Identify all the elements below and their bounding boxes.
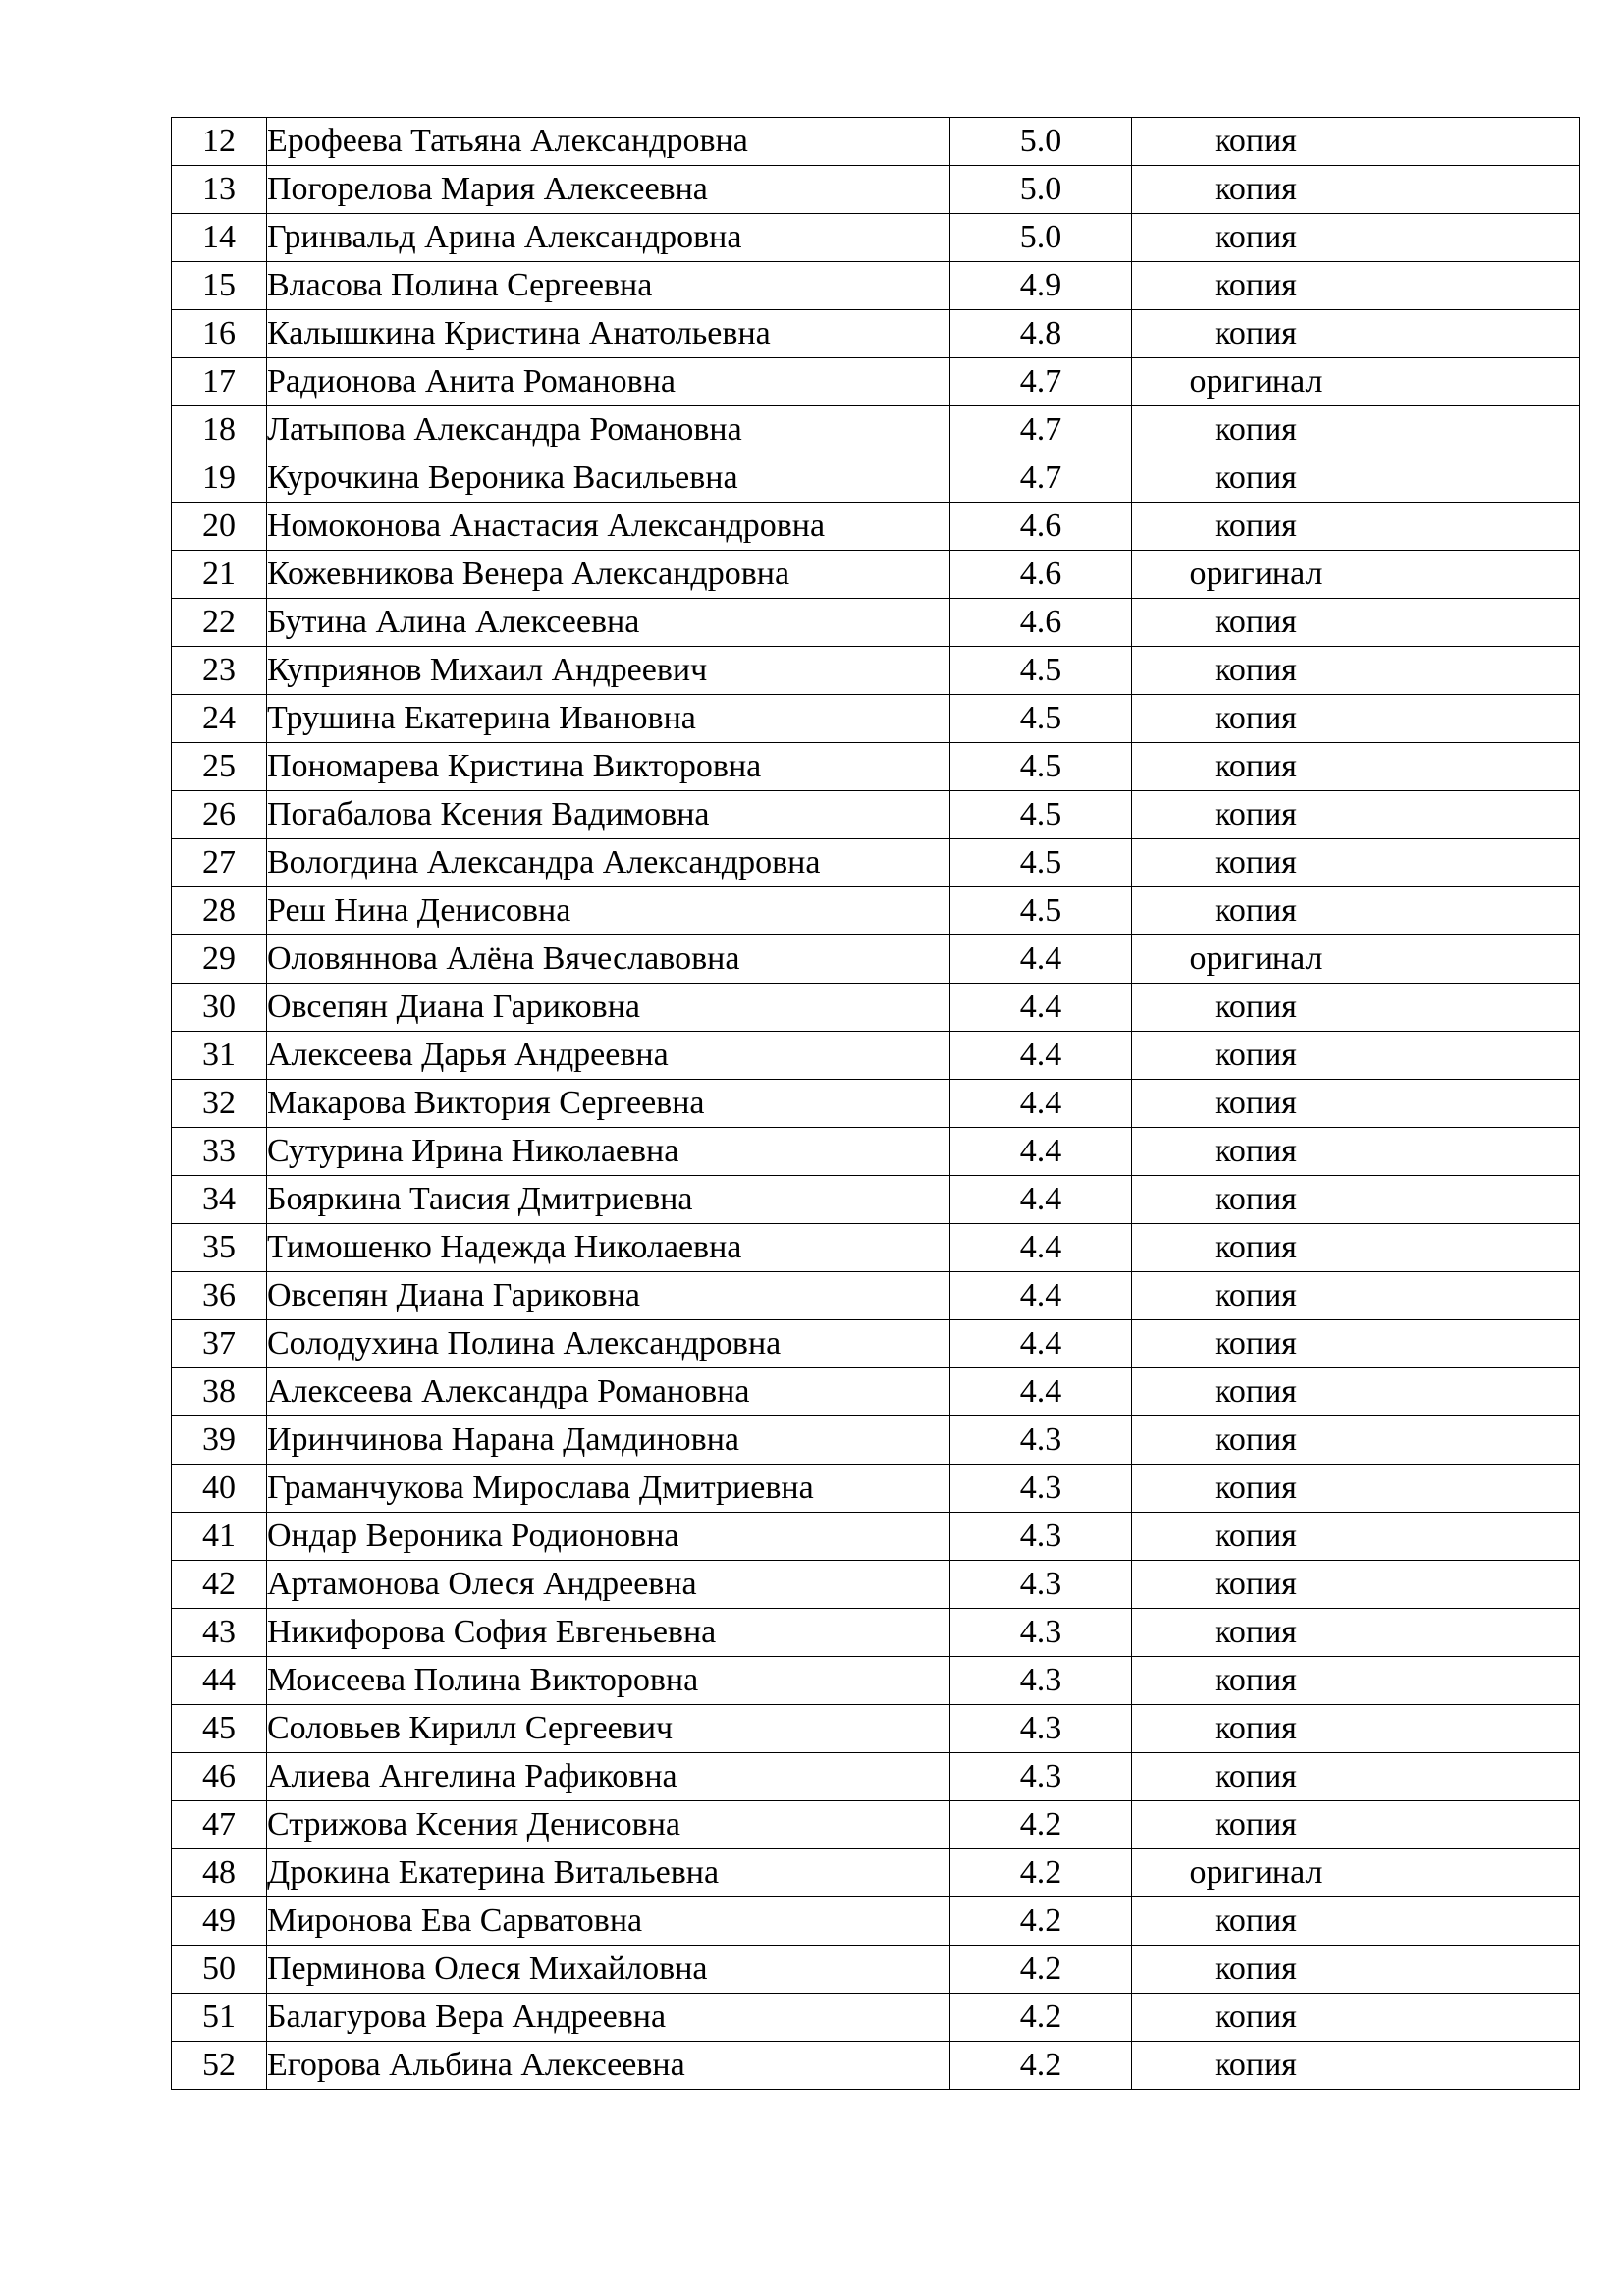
empty-cell xyxy=(1380,1465,1580,1513)
empty-cell xyxy=(1380,791,1580,839)
applicant-ranking-table xyxy=(171,117,1580,2090)
table-row xyxy=(172,887,1580,935)
row-number-cell: 28 xyxy=(172,887,267,935)
document-type-cell: копия xyxy=(1132,1032,1380,1080)
empty-cell xyxy=(1380,1128,1580,1176)
document-type-cell: копия xyxy=(1132,1224,1380,1272)
table-row xyxy=(172,262,1580,310)
row-number-cell: 13 xyxy=(172,166,267,214)
table-row xyxy=(172,1897,1580,1946)
empty-cell xyxy=(1380,743,1580,791)
empty-cell xyxy=(1380,1513,1580,1561)
average-score-cell: 4.4 xyxy=(950,984,1132,1032)
table-row xyxy=(172,599,1580,647)
full-name-cell: Егорова Альбина Алексеевна xyxy=(267,2042,950,2090)
table-row xyxy=(172,2042,1580,2090)
full-name-cell: Солодухина Полина Александровна xyxy=(267,1320,950,1368)
empty-cell xyxy=(1380,1753,1580,1801)
full-name-cell: Куприянов Михаил Андреевич xyxy=(267,647,950,695)
row-number-cell: 40 xyxy=(172,1465,267,1513)
document-type-cell: копия xyxy=(1132,1705,1380,1753)
empty-cell xyxy=(1380,503,1580,551)
row-number-cell: 49 xyxy=(172,1897,267,1946)
table-row xyxy=(172,358,1580,406)
average-score-cell: 4.3 xyxy=(950,1416,1132,1465)
row-number-cell: 27 xyxy=(172,839,267,887)
table-row xyxy=(172,551,1580,599)
row-number-cell: 32 xyxy=(172,1080,267,1128)
empty-cell xyxy=(1380,1416,1580,1465)
table-row xyxy=(172,1513,1580,1561)
average-score-cell: 4.2 xyxy=(950,1849,1132,1897)
row-number-cell: 35 xyxy=(172,1224,267,1272)
row-number-cell: 36 xyxy=(172,1272,267,1320)
row-number-cell: 17 xyxy=(172,358,267,406)
full-name-cell: Вологдина Александра Александровна xyxy=(267,839,950,887)
full-name-cell: Макарова Виктория Сергеевна xyxy=(267,1080,950,1128)
full-name-cell: Ерофеева Татьяна Александровна xyxy=(267,118,950,166)
average-score-cell: 4.4 xyxy=(950,1368,1132,1416)
table-row xyxy=(172,1801,1580,1849)
table-row xyxy=(172,1946,1580,1994)
empty-cell xyxy=(1380,310,1580,358)
empty-cell xyxy=(1380,551,1580,599)
table-row xyxy=(172,166,1580,214)
average-score-cell: 4.5 xyxy=(950,887,1132,935)
table-row xyxy=(172,935,1580,984)
average-score-cell: 4.4 xyxy=(950,1224,1132,1272)
full-name-cell: Овсепян Диана Гариковна xyxy=(267,1272,950,1320)
row-number-cell: 45 xyxy=(172,1705,267,1753)
document-type-cell: копия xyxy=(1132,1128,1380,1176)
row-number-cell: 12 xyxy=(172,118,267,166)
row-number-cell: 23 xyxy=(172,647,267,695)
empty-cell xyxy=(1380,1368,1580,1416)
empty-cell xyxy=(1380,1272,1580,1320)
row-number-cell: 47 xyxy=(172,1801,267,1849)
full-name-cell: Кожевникова Венера Александровна xyxy=(267,551,950,599)
full-name-cell: Калышкина Кристина Анатольевна xyxy=(267,310,950,358)
table-row xyxy=(172,1416,1580,1465)
table-row xyxy=(172,839,1580,887)
average-score-cell: 4.5 xyxy=(950,695,1132,743)
full-name-cell: Номоконова Анастасия Александровна xyxy=(267,503,950,551)
document-type-cell: копия xyxy=(1132,1320,1380,1368)
full-name-cell: Бояркина Таисия Дмитриевна xyxy=(267,1176,950,1224)
full-name-cell: Дрокина Екатерина Витальевна xyxy=(267,1849,950,1897)
table-row xyxy=(172,1609,1580,1657)
average-score-cell: 4.3 xyxy=(950,1753,1132,1801)
full-name-cell: Погорелова Мария Алексеевна xyxy=(267,166,950,214)
average-score-cell: 4.7 xyxy=(950,454,1132,503)
row-number-cell: 16 xyxy=(172,310,267,358)
row-number-cell: 21 xyxy=(172,551,267,599)
full-name-cell: Тимошенко Надежда Николаевна xyxy=(267,1224,950,1272)
empty-cell xyxy=(1380,118,1580,166)
document-type-cell: копия xyxy=(1132,1994,1380,2042)
average-score-cell: 4.4 xyxy=(950,1032,1132,1080)
average-score-cell: 4.4 xyxy=(950,935,1132,984)
document-type-cell: копия xyxy=(1132,743,1380,791)
document-type-cell: копия xyxy=(1132,406,1380,454)
document-type-cell: оригинал xyxy=(1132,551,1380,599)
row-number-cell: 42 xyxy=(172,1561,267,1609)
average-score-cell: 4.2 xyxy=(950,1897,1132,1946)
document-type-cell: копия xyxy=(1132,2042,1380,2090)
row-number-cell: 18 xyxy=(172,406,267,454)
empty-cell xyxy=(1380,1080,1580,1128)
document-type-cell: копия xyxy=(1132,1897,1380,1946)
full-name-cell: Гринвальд Арина Александровна xyxy=(267,214,950,262)
row-number-cell: 38 xyxy=(172,1368,267,1416)
document-type-cell: копия xyxy=(1132,647,1380,695)
row-number-cell: 34 xyxy=(172,1176,267,1224)
full-name-cell: Курочкина Вероника Васильевна xyxy=(267,454,950,503)
average-score-cell: 4.4 xyxy=(950,1176,1132,1224)
table-row xyxy=(172,118,1580,166)
row-number-cell: 26 xyxy=(172,791,267,839)
row-number-cell: 29 xyxy=(172,935,267,984)
average-score-cell: 4.4 xyxy=(950,1320,1132,1368)
empty-cell xyxy=(1380,887,1580,935)
empty-cell xyxy=(1380,262,1580,310)
average-score-cell: 4.5 xyxy=(950,647,1132,695)
table-row xyxy=(172,791,1580,839)
document-type-cell: копия xyxy=(1132,166,1380,214)
average-score-cell: 4.3 xyxy=(950,1513,1132,1561)
table-row xyxy=(172,310,1580,358)
full-name-cell: Бутина Алина Алексеевна xyxy=(267,599,950,647)
average-score-cell: 4.4 xyxy=(950,1272,1132,1320)
average-score-cell: 4.5 xyxy=(950,839,1132,887)
full-name-cell: Латыпова Александра Романовна xyxy=(267,406,950,454)
full-name-cell: Сутурина Ирина Николаевна xyxy=(267,1128,950,1176)
table-row xyxy=(172,1657,1580,1705)
table-row xyxy=(172,1080,1580,1128)
full-name-cell: Оловяннова Алёна Вячеславовна xyxy=(267,935,950,984)
row-number-cell: 39 xyxy=(172,1416,267,1465)
full-name-cell: Балагурова Вера Андреевна xyxy=(267,1994,950,2042)
table-row xyxy=(172,1032,1580,1080)
empty-cell xyxy=(1380,935,1580,984)
table-row xyxy=(172,1705,1580,1753)
average-score-cell: 5.0 xyxy=(950,214,1132,262)
document-type-cell: копия xyxy=(1132,310,1380,358)
table-row xyxy=(172,1465,1580,1513)
table-row xyxy=(172,1272,1580,1320)
empty-cell xyxy=(1380,1897,1580,1946)
table-row xyxy=(172,1561,1580,1609)
average-score-cell: 4.3 xyxy=(950,1465,1132,1513)
table-row xyxy=(172,984,1580,1032)
average-score-cell: 4.8 xyxy=(950,310,1132,358)
full-name-cell: Погабалова Ксения Вадимовна xyxy=(267,791,950,839)
full-name-cell: Моисеева Полина Викторовна xyxy=(267,1657,950,1705)
empty-cell xyxy=(1380,166,1580,214)
row-number-cell: 46 xyxy=(172,1753,267,1801)
average-score-cell: 4.3 xyxy=(950,1705,1132,1753)
average-score-cell: 4.3 xyxy=(950,1657,1132,1705)
row-number-cell: 19 xyxy=(172,454,267,503)
empty-cell xyxy=(1380,1320,1580,1368)
average-score-cell: 4.5 xyxy=(950,743,1132,791)
average-score-cell: 4.2 xyxy=(950,1946,1132,1994)
row-number-cell: 24 xyxy=(172,695,267,743)
empty-cell xyxy=(1380,1224,1580,1272)
table-row xyxy=(172,1994,1580,2042)
full-name-cell: Никифорова София Евгеньевна xyxy=(267,1609,950,1657)
table-row xyxy=(172,1224,1580,1272)
document-type-cell: копия xyxy=(1132,1561,1380,1609)
row-number-cell: 20 xyxy=(172,503,267,551)
table-row xyxy=(172,647,1580,695)
document-type-cell: копия xyxy=(1132,262,1380,310)
full-name-cell: Перминова Олеся Михайловна xyxy=(267,1946,950,1994)
table-row xyxy=(172,406,1580,454)
empty-cell xyxy=(1380,1609,1580,1657)
average-score-cell: 5.0 xyxy=(950,166,1132,214)
empty-cell xyxy=(1380,1849,1580,1897)
row-number-cell: 51 xyxy=(172,1994,267,2042)
document-type-cell: копия xyxy=(1132,1513,1380,1561)
full-name-cell: Алексеева Александра Романовна xyxy=(267,1368,950,1416)
average-score-cell: 4.5 xyxy=(950,791,1132,839)
empty-cell xyxy=(1380,406,1580,454)
document-type-cell: копия xyxy=(1132,1609,1380,1657)
average-score-cell: 4.9 xyxy=(950,262,1132,310)
full-name-cell: Овсепян Диана Гариковна xyxy=(267,984,950,1032)
average-score-cell: 4.7 xyxy=(950,406,1132,454)
empty-cell xyxy=(1380,454,1580,503)
full-name-cell: Иринчинова Нарана Дамдиновна xyxy=(267,1416,950,1465)
average-score-cell: 4.2 xyxy=(950,1801,1132,1849)
average-score-cell: 4.3 xyxy=(950,1561,1132,1609)
row-number-cell: 41 xyxy=(172,1513,267,1561)
full-name-cell: Миронова Ева Сарватовна xyxy=(267,1897,950,1946)
full-name-cell: Радионова Анита Романовна xyxy=(267,358,950,406)
full-name-cell: Стрижова Ксения Денисовна xyxy=(267,1801,950,1849)
average-score-cell: 4.6 xyxy=(950,599,1132,647)
empty-cell xyxy=(1380,358,1580,406)
row-number-cell: 22 xyxy=(172,599,267,647)
row-number-cell: 37 xyxy=(172,1320,267,1368)
row-number-cell: 43 xyxy=(172,1609,267,1657)
full-name-cell: Власова Полина Сергеевна xyxy=(267,262,950,310)
table-row xyxy=(172,1320,1580,1368)
table-row xyxy=(172,1128,1580,1176)
average-score-cell: 4.2 xyxy=(950,1994,1132,2042)
row-number-cell: 48 xyxy=(172,1849,267,1897)
empty-cell xyxy=(1380,1994,1580,2042)
document-type-cell: копия xyxy=(1132,1416,1380,1465)
table-row xyxy=(172,214,1580,262)
average-score-cell: 4.7 xyxy=(950,358,1132,406)
table-row xyxy=(172,1753,1580,1801)
row-number-cell: 14 xyxy=(172,214,267,262)
average-score-cell: 4.3 xyxy=(950,1609,1132,1657)
empty-cell xyxy=(1380,695,1580,743)
empty-cell xyxy=(1380,647,1580,695)
document-type-cell: копия xyxy=(1132,1657,1380,1705)
empty-cell xyxy=(1380,984,1580,1032)
average-score-cell: 4.4 xyxy=(950,1080,1132,1128)
document-type-cell: копия xyxy=(1132,1753,1380,1801)
row-number-cell: 30 xyxy=(172,984,267,1032)
table-row xyxy=(172,743,1580,791)
average-score-cell: 4.2 xyxy=(950,2042,1132,2090)
empty-cell xyxy=(1380,1657,1580,1705)
empty-cell xyxy=(1380,1176,1580,1224)
row-number-cell: 31 xyxy=(172,1032,267,1080)
average-score-cell: 4.6 xyxy=(950,551,1132,599)
full-name-cell: Граманчукова Мирослава Дмитриевна xyxy=(267,1465,950,1513)
table-row xyxy=(172,1849,1580,1897)
document-type-cell: оригинал xyxy=(1132,935,1380,984)
table-row xyxy=(172,1176,1580,1224)
table-row xyxy=(172,454,1580,503)
document-type-cell: копия xyxy=(1132,1946,1380,1994)
empty-cell xyxy=(1380,1946,1580,1994)
full-name-cell: Пономарева Кристина Викторовна xyxy=(267,743,950,791)
document-type-cell: копия xyxy=(1132,984,1380,1032)
full-name-cell: Соловьев Кирилл Сергеевич xyxy=(267,1705,950,1753)
empty-cell xyxy=(1380,599,1580,647)
document-type-cell: копия xyxy=(1132,503,1380,551)
row-number-cell: 52 xyxy=(172,2042,267,2090)
average-score-cell: 4.6 xyxy=(950,503,1132,551)
empty-cell xyxy=(1380,839,1580,887)
row-number-cell: 33 xyxy=(172,1128,267,1176)
document-type-cell: копия xyxy=(1132,118,1380,166)
table-row xyxy=(172,1368,1580,1416)
document-type-cell: копия xyxy=(1132,791,1380,839)
document-type-cell: копия xyxy=(1132,214,1380,262)
empty-cell xyxy=(1380,1561,1580,1609)
average-score-cell: 5.0 xyxy=(950,118,1132,166)
full-name-cell: Алиева Ангелина Рафиковна xyxy=(267,1753,950,1801)
full-name-cell: Ондар Вероника Родионовна xyxy=(267,1513,950,1561)
row-number-cell: 25 xyxy=(172,743,267,791)
document-type-cell: копия xyxy=(1132,1465,1380,1513)
table-row xyxy=(172,695,1580,743)
document-type-cell: копия xyxy=(1132,454,1380,503)
document-type-cell: оригинал xyxy=(1132,358,1380,406)
document-type-cell: копия xyxy=(1132,1368,1380,1416)
empty-cell xyxy=(1380,1032,1580,1080)
document-type-cell: копия xyxy=(1132,695,1380,743)
row-number-cell: 50 xyxy=(172,1946,267,1994)
average-score-cell: 4.4 xyxy=(950,1128,1132,1176)
document-type-cell: оригинал xyxy=(1132,1849,1380,1897)
document-type-cell: копия xyxy=(1132,839,1380,887)
document-type-cell: копия xyxy=(1132,1801,1380,1849)
document-type-cell: копия xyxy=(1132,599,1380,647)
full-name-cell: Артамонова Олеся Андреевна xyxy=(267,1561,950,1609)
row-number-cell: 15 xyxy=(172,262,267,310)
empty-cell xyxy=(1380,214,1580,262)
full-name-cell: Трушина Екатерина Ивановна xyxy=(267,695,950,743)
document-type-cell: копия xyxy=(1132,1272,1380,1320)
empty-cell xyxy=(1380,1705,1580,1753)
empty-cell xyxy=(1380,2042,1580,2090)
document-type-cell: копия xyxy=(1132,887,1380,935)
empty-cell xyxy=(1380,1801,1580,1849)
full-name-cell: Алексеева Дарья Андреевна xyxy=(267,1032,950,1080)
document-type-cell: копия xyxy=(1132,1080,1380,1128)
full-name-cell: Реш Нина Денисовна xyxy=(267,887,950,935)
document-type-cell: копия xyxy=(1132,1176,1380,1224)
table-row xyxy=(172,503,1580,551)
row-number-cell: 44 xyxy=(172,1657,267,1705)
table-body xyxy=(172,118,1580,2090)
